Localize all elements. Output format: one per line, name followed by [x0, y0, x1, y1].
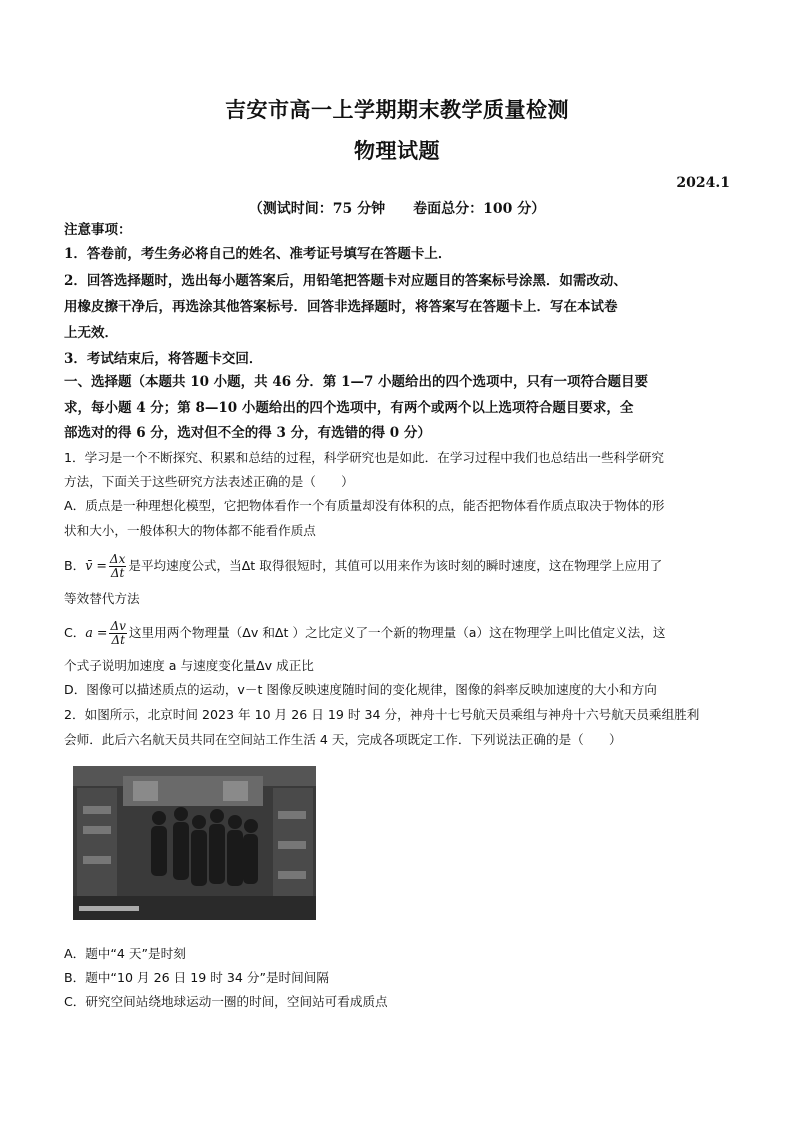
q1-option-c-fraction	[109, 620, 126, 647]
q2-option-c: C．研究空间站绕地球运动一圈的时间，空间站可看成质点	[64, 994, 388, 1009]
q2-stem-line-1: 2．如图所示，北京时间 2023 年 10 月 26 日 19 时 34 分，神舟十七号航天员乘组与神舟十六号航天员乘组胜利	[64, 707, 700, 722]
q1-option-b-text: 是平均速度公式，当Δt 取得很短时，其值可以用来作为该时刻的瞬时速度，这在物理学上应用了	[128, 558, 663, 573]
exam-meta	[0, 198, 794, 218]
section1-line-2: 求，每小题 4 分；第 8—10 小题给出的四个选项中，有两个或两个以上选项符合题目要求，全	[64, 400, 634, 416]
q1-option-c-prefix: C．	[64, 625, 86, 640]
exam-date: 2024.1	[676, 175, 730, 191]
notice-item-2-line-1: 2．回答选择题时，选出每小题答案后，用铅笔把答题卡对应题目的答案标号涂黑．如需改动、	[64, 273, 627, 289]
notice-item-2-line-2: 用橡皮擦干净后，再选涂其他答案标号．回答非选择题时，将答案写在答题卡上．写在本试卷	[64, 299, 618, 315]
q2-stem-line-2: 会师．此后六名航天员共同在空间站工作生活 4 天，完成各项既定工作．下列说法正确的是（ ）	[64, 732, 622, 747]
q1-option-b-denominator: Δt	[110, 566, 125, 580]
notice-item-2-line-3: 上无效．	[64, 325, 118, 341]
score-info: 卷面总分：100 分）	[413, 201, 546, 217]
q1-option-a-line-2: 状和大小，一般体积大的物体都不能看作质点	[64, 523, 316, 538]
astronauts-photo	[73, 766, 316, 920]
q2-option-a: A．题中“4 天”是时刻	[64, 946, 186, 961]
notice-heading: 注意事项：	[64, 222, 132, 238]
q1-option-c-lhs: a =	[85, 625, 108, 640]
q1-option-c-line-2: 个式子说明加速度 a 与速度变化量Δv 成正比	[64, 658, 314, 673]
q2-option-b: B．题中“10 月 26 日 19 时 34 分”是时间间隔	[64, 970, 329, 985]
q1-option-c-denominator: Δt	[111, 633, 125, 647]
q1-option-b-numerator: Δx	[109, 552, 126, 566]
q1-option-d: D．图像可以描述质点的运动，v－t 图像反映速度随时间的变化规律，图像的斜率反映加速度的大小和方向	[64, 682, 657, 697]
section1-line-3: 部选对的得 6 分，选对但不全的得 3 分，有选错的得 0 分）	[64, 425, 431, 441]
time-info: （测试时间：75 分钟	[248, 201, 386, 217]
notice-item-3: 3．考试结束后，将答题卡交回．	[64, 351, 263, 367]
q1-option-c-text: 这里用两个物理量（Δv 和Δt ）之比定义了一个新的物理量（a）这在物理学上叫比值定义法，这	[128, 625, 666, 640]
q1-option-b-lhs: v̄ =	[85, 558, 107, 573]
q1-option-b-prefix: B．	[64, 558, 86, 573]
q1-option-c-line-1	[64, 620, 736, 647]
q1-option-c-numerator: Δv	[110, 619, 126, 633]
notice-item-1: 1．答卷前，考生务必将自己的姓名、准考证号填写在答题卡上．	[64, 246, 452, 262]
q1-option-b-line-2: 等效替代方法	[64, 591, 140, 606]
q1-stem-line-1: 1．学习是一个不断探究、积累和总结的过程，科学研究也是如此．在学习过程中我们也总结出一些科学研究	[64, 450, 664, 465]
astronauts-photo-drawing	[73, 766, 316, 920]
q1-option-a-line-1: A．质点是一种理想化模型，它把物体看作一个有质量却没有体积的点，能否把物体看作质点取决于物体的形	[64, 498, 665, 513]
q1-stem-line-2: 方法，下面关于这些研究方法表述正确的是（ ）	[64, 474, 354, 489]
exam-subject: 物理试题	[354, 138, 440, 163]
exam-title: 吉安市高一上学期期末教学质量检测	[225, 97, 569, 122]
q1-option-b-line-1	[64, 553, 736, 580]
q1-option-b-fraction	[109, 553, 126, 580]
section1-line-1: 一、选择题（本题共 10 小题，共 46 分．第 1—7 小题给出的四个选项中，只有一项符合题目要	[64, 374, 649, 390]
